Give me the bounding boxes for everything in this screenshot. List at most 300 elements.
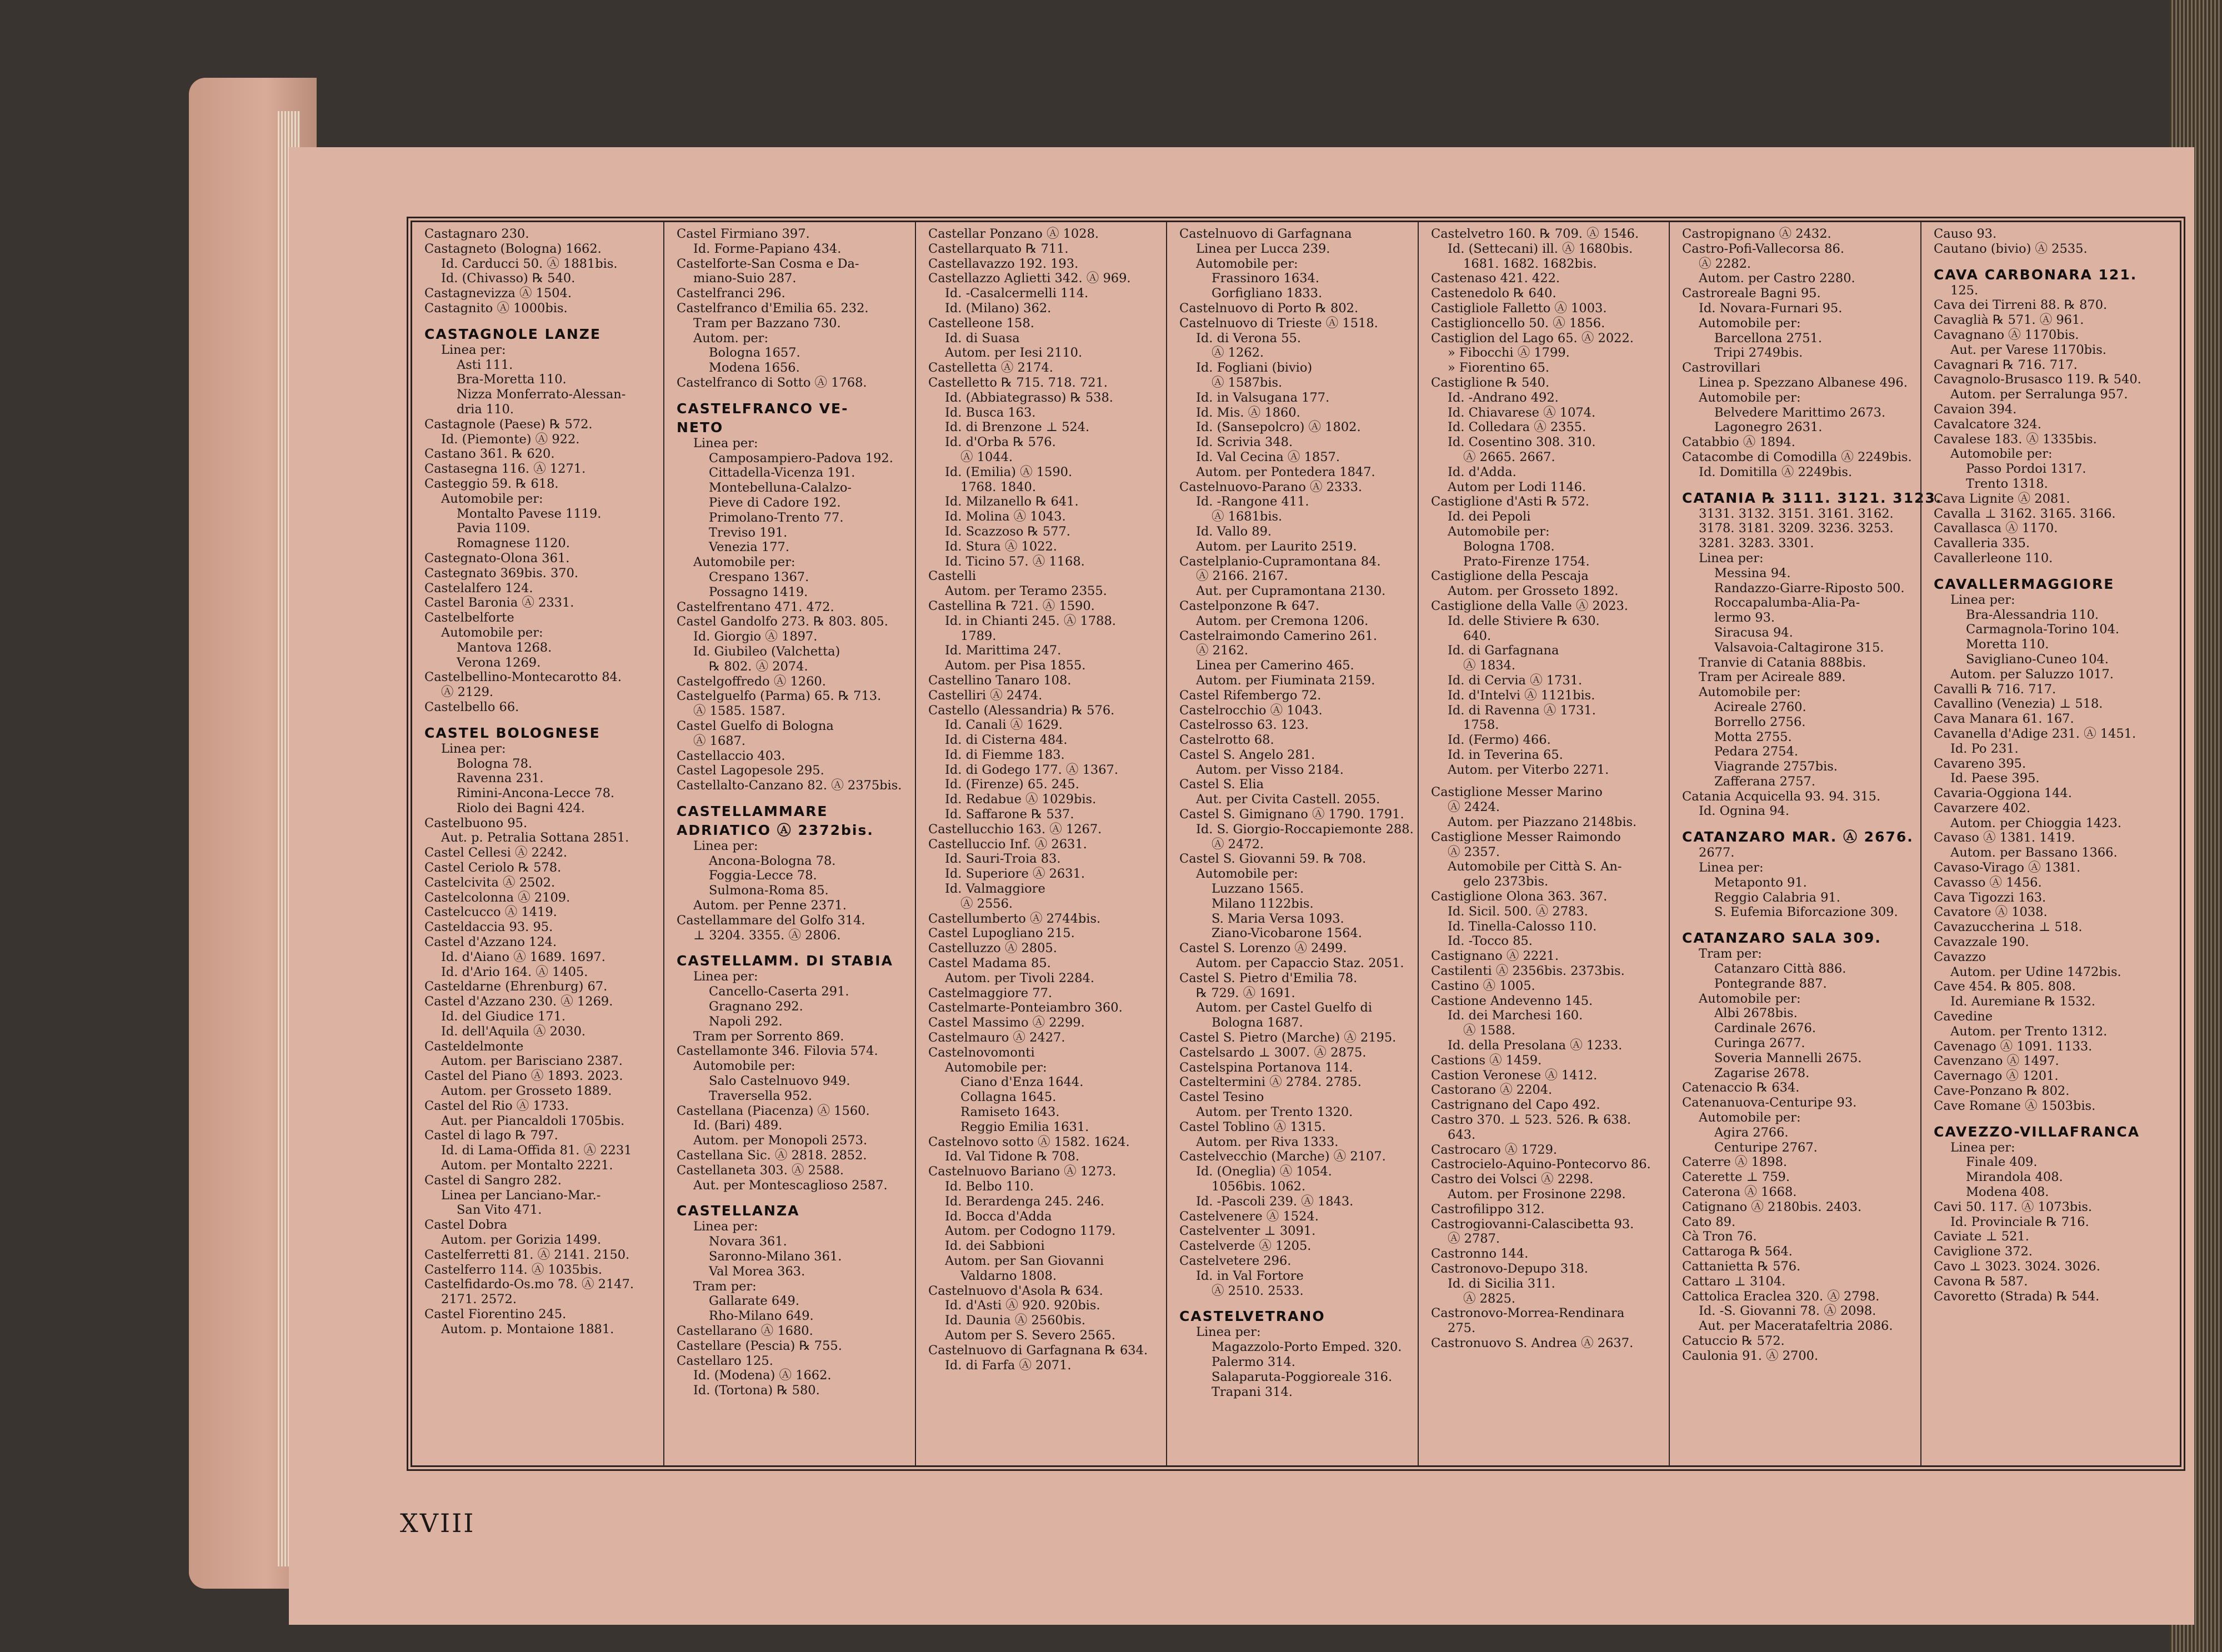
sub-entry: Automobile per:	[1699, 685, 1801, 700]
destination-entry: Moretta 110.	[1966, 637, 2049, 652]
index-entry: Castel Tesino	[1179, 1090, 1264, 1105]
index-entry: Castiglione Messer Marino	[1431, 785, 1603, 800]
sub-entry: Linea p. Spezzano Albanese 496.	[1699, 375, 1908, 390]
index-entry: Cà Tron 76.	[1682, 1229, 1757, 1244]
destination-entry: Ⓐ 2472.	[1212, 837, 1264, 852]
destination-entry: Bologna 1657.	[709, 346, 800, 361]
sub-entry: Automobile per:	[1699, 1110, 1801, 1125]
destination-entry: Gallarate 649.	[709, 1294, 799, 1309]
index-entry: Castel S. Angelo 281.	[1179, 747, 1315, 762]
index-entry: Castel S. Giovanni 59. ℞ 708.	[1179, 852, 1367, 867]
index-entry: Castelcucco Ⓐ 1419.	[424, 905, 557, 920]
sub-entry: » Fiorentino 65.	[1448, 361, 1550, 376]
sub-entry: Id. Novara-Furnari 95.	[1699, 301, 1843, 316]
sub-entry: Id. -Casalcermelli 114.	[945, 286, 1089, 301]
index-entry: Castino Ⓐ 1005.	[1431, 978, 1535, 993]
index-entry: Castelluzzo Ⓐ 2805.	[928, 941, 1057, 956]
sub-entry: Autom. per Codogno 1179.	[945, 1224, 1116, 1239]
sub-entry: Aut. per Piancaldoli 1705bis.	[441, 1113, 625, 1128]
destination-entry: Siracusa 94.	[1714, 625, 1793, 640]
sub-entry: Id. Redabue Ⓐ 1029bis.	[945, 792, 1097, 807]
destination-entry: gelo 2373bis.	[1463, 874, 1549, 889]
destination-entry: Verona 1269.	[457, 655, 541, 670]
index-entry: Castiglione della Valle Ⓐ 2023.	[1431, 598, 1628, 613]
index-entry: Castions Ⓐ 1459.	[1431, 1053, 1542, 1068]
index-entry: Castelraimondo Camerino 261.	[1179, 628, 1378, 643]
index-entry: Castelbello 66.	[424, 699, 519, 714]
destination-entry: Bra-Moretta 110.	[457, 372, 567, 387]
destination-entry: Metaponto 91.	[1714, 875, 1807, 890]
destination-entry: Acireale 2760.	[1714, 699, 1806, 714]
sub-entry: Automobile per:	[1699, 316, 1801, 331]
index-entry: Cavallino (Venezia) ⊥ 518.	[1934, 697, 2103, 712]
sub-entry: Linea per Camerino 465.	[1196, 658, 1354, 673]
index-column-4	[1166, 222, 1418, 1465]
index-entry: Catania Acquicella 93. 94. 315.	[1682, 789, 1881, 804]
destination-entry: Cancello-Caserta 291.	[709, 984, 849, 999]
destination-entry: Rimini-Ancona-Lecce 78.	[457, 786, 615, 801]
destination-entry: 1758.	[1463, 718, 1499, 733]
spacer	[1682, 480, 1914, 488]
sub-entry: Id. Saffarone ℞ 537.	[945, 807, 1074, 822]
destination-entry: Valdarno 1808.	[960, 1268, 1057, 1283]
sub-entry: Linea per:	[693, 838, 758, 853]
index-entry: Castel Dobra	[424, 1218, 508, 1233]
destination-entry: Lagonegro 2631.	[1714, 420, 1823, 435]
index-column-6	[1669, 222, 1943, 1465]
index-entry: Catenaccio ℞ 634.	[1682, 1080, 1800, 1095]
index-entry: Cavazuccherina ⊥ 518.	[1934, 920, 2083, 935]
index-entry: Castelplanio-Cupramontana 84.	[1179, 554, 1381, 569]
destination-entry: Centuripe 2767.	[1714, 1140, 1818, 1155]
destination-entry: Bra-Alessandria 110.	[1966, 607, 2099, 622]
index-entry: Castellarquato ℞ 711.	[928, 241, 1069, 256]
destination-entry: Valsavoia-Caltagirone 315.	[1714, 640, 1884, 655]
index-entry: Cavalleria 335.	[1934, 536, 2030, 551]
index-entry: Caulonia 91. Ⓐ 2700.	[1682, 1348, 1819, 1363]
index-entry: Castelnovo sotto Ⓐ 1582. 1624.	[928, 1134, 1130, 1149]
sub-entry: Id. (Settecani) ill. Ⓐ 1680bis.	[1448, 241, 1633, 256]
sub-entry: Autom per S. Severo 2565.	[945, 1328, 1115, 1343]
index-entry: Cattaroga ℞ 564.	[1682, 1244, 1793, 1259]
index-entry: Cava Tigozzi 163.	[1934, 890, 2046, 905]
sub-entry: Aut. per Varese 1170bis.	[1950, 342, 2106, 357]
sub-entry: Linea per:	[441, 741, 506, 756]
index-entry: Cavona ℞ 587.	[1934, 1274, 2028, 1289]
sub-entry: Automobile per Città S. An-	[1448, 859, 1622, 874]
destination-entry: Modena 408.	[1966, 1185, 2049, 1200]
sub-entry: Autom. per Cremona 1206.	[1196, 613, 1369, 628]
index-entry: Cavalcatore 324.	[1934, 417, 2041, 432]
sub-entry: Id. -Pascoli 239. Ⓐ 1843.	[1196, 1194, 1354, 1209]
destination-entry: Bologna 1687.	[1212, 1015, 1303, 1030]
destination-entry: Bologna 78.	[457, 756, 533, 771]
index-entry: Castilenti Ⓐ 2356bis. 2373bis.	[1431, 964, 1625, 979]
destination-entry: 1056bis. 1062.	[1212, 1179, 1306, 1194]
index-entry: Castronovo-Depupo 318.	[1431, 1261, 1588, 1276]
sub-entry: Id. S. Giorgio-Roccapiemonte 288.	[1196, 822, 1414, 837]
index-entry: Cave 454. ℞ 805. 808.	[1934, 979, 2076, 994]
sub-entry: Autom. per Grosseto 1889.	[441, 1084, 612, 1099]
sub-entry: Autom. per Pisa 1855.	[945, 658, 1086, 673]
sub-entry: Id. di Ravenna Ⓐ 1731.	[1448, 703, 1596, 718]
sub-entry: Autom. per Grosseto 1892.	[1448, 584, 1619, 599]
destination-entry: lermo 93.	[1714, 610, 1775, 625]
index-entry: Castellare (Pescia) ℞ 755.	[677, 1338, 842, 1353]
sub-entry: Id. Ticino 57. Ⓐ 1168.	[945, 554, 1085, 569]
index-entry: Castel Toblino Ⓐ 1315.	[1179, 1119, 1326, 1134]
sub-entry: Aut. per Civita Castell. 2055.	[1196, 792, 1380, 807]
index-entry: Castelnuovo Bariano Ⓐ 1273.	[928, 1164, 1117, 1179]
index-entry: Casteldelmonte	[424, 1039, 524, 1054]
spacer	[1682, 920, 1914, 928]
destination-entry: Agira 2766.	[1714, 1125, 1789, 1140]
sub-entry: Autom. per Castel Guelfo di	[1196, 1000, 1373, 1015]
destination-entry: Modena 1656.	[709, 361, 800, 376]
destination-entry: Treviso 191.	[709, 525, 788, 540]
index-entry: Cavazzale 190.	[1934, 935, 2029, 950]
index-entry: Castellucchio 163. Ⓐ 1267.	[928, 822, 1102, 837]
sub-entry: Id. Mis. Ⓐ 1860.	[1196, 405, 1300, 420]
sub-entry: Id. -Rangone 411.	[1196, 494, 1309, 509]
index-entry: Castelspina Portanova 114.	[1179, 1060, 1353, 1075]
index-entry: Castel Massimo Ⓐ 2299.	[928, 1015, 1085, 1030]
sub-entry: Id. in Teverina 65.	[1448, 747, 1563, 762]
index-entry: Cavazzo	[1934, 949, 1986, 964]
index-entry: Cavenago Ⓐ 1091. 1133.	[1934, 1039, 2093, 1054]
index-entry: Castelfrentano 471. 472.	[677, 599, 834, 614]
destination-entry: 1789.	[960, 628, 997, 643]
index-entry: Castel S. Gimignano Ⓐ 1790. 1791.	[1179, 807, 1404, 822]
sub-entry: 3178. 3181. 3209. 3236. 3253.	[1699, 521, 1894, 536]
sub-entry: Autom. per Riva 1333.	[1196, 1134, 1339, 1149]
index-table	[407, 217, 2185, 1471]
sub-entry: Id. d'Aiano Ⓐ 1689. 1697.	[441, 949, 605, 964]
index-entry: Castellaccio 403.	[677, 748, 785, 763]
sub-entry: Id. Fogliani (bivio)	[1196, 361, 1313, 376]
sub-entry: Autom. per Capaccio Staz. 2051.	[1196, 956, 1404, 971]
sub-entry: Autom. per Visso 2184.	[1196, 762, 1344, 777]
destination-entry: Zafferana 2757.	[1714, 774, 1815, 789]
index-column-5	[1418, 222, 1669, 1465]
sub-entry: Id. dei Marchesi 160.	[1448, 1008, 1583, 1023]
destination-entry: dria 110.	[457, 402, 514, 417]
sub-entry: Linea per:	[1950, 592, 2015, 607]
sub-entry: Autom. per Viterbo 2271.	[1448, 762, 1609, 777]
sub-entry: Id. -Tocco 85.	[1448, 934, 1533, 949]
index-entry: Cavanella d'Adige 231. Ⓐ 1451.	[1934, 726, 2136, 741]
sub-entry: Autom. per Trento 1320.	[1196, 1105, 1353, 1120]
sub-entry: Automobile per:	[1448, 524, 1550, 539]
destination-entry: Gragnano 292.	[709, 999, 803, 1014]
sub-entry: Id. Giubileo (Valchetta)	[693, 644, 840, 659]
sub-entry: Ⓐ 2282.	[1699, 256, 1751, 271]
sub-entry: Id. d'Ario 164. Ⓐ 1405.	[441, 964, 588, 979]
index-entry: Cavalli ℞ 716. 717.	[1934, 682, 2056, 697]
sub-entry: Id. Provinciale ℞ 716.	[1950, 1214, 2089, 1229]
sub-entry: Id. (Abbiategrasso) ℞ 538.	[945, 390, 1113, 405]
section-heading: CASTELLANZA	[677, 1203, 800, 1219]
index-entry: Castenedolo ℞ 640.	[1431, 286, 1557, 301]
destination-entry: Randazzo-Giarre-Riposto 500.	[1714, 580, 1905, 595]
destination-entry: 1768. 1840.	[960, 479, 1036, 494]
section-heading: ADRIATICO Ⓐ 2372bis.	[677, 822, 874, 838]
sub-entry: Tram per:	[693, 1279, 757, 1294]
sub-entry: Autom. per Trento 1312.	[1950, 1024, 2108, 1039]
sub-entry: Id. Bocca d'Adda	[945, 1209, 1052, 1224]
sub-entry: Autom. per Castro 2280.	[1699, 271, 1855, 286]
index-entry: Castel Rifembergo 72.	[1179, 688, 1322, 703]
index-entry: Castagnaro 230.	[424, 227, 529, 241]
destination-entry: Riolo dei Bagni 424.	[457, 800, 585, 815]
index-entry: Castagnito Ⓐ 1000bis.	[424, 301, 568, 316]
index-entry: Castiglion del Lago 65. Ⓐ 2022.	[1431, 331, 1634, 346]
destination-entry: Albi 2678bis.	[1714, 1006, 1798, 1021]
index-entry: Cattanietta ℞ 576.	[1682, 1259, 1801, 1274]
sub-entry: Id. Ognina 94.	[1699, 804, 1789, 819]
index-entry: Castel di Sangro 282.	[424, 1173, 562, 1188]
index-entry: Castel S. Elia	[1179, 777, 1264, 792]
index-entry: Cavaion 394.	[1934, 402, 2017, 417]
sub-entry: Linea per:	[693, 1219, 758, 1234]
destination-entry: S. Eufemia Biforcazione 309.	[1714, 905, 1898, 920]
index-entry: Castelmauro Ⓐ 2427.	[928, 1030, 1065, 1045]
sub-entry: Aut. p. Petralia Sottana 2851.	[441, 830, 629, 845]
index-entry: Castellalto-Canzano 82. Ⓐ 2375bis.	[677, 778, 902, 793]
spacer	[677, 1193, 908, 1200]
destination-entry: Motta 2755.	[1714, 729, 1792, 744]
index-entry: Cavagnano Ⓐ 1170bis.	[1934, 327, 2079, 342]
index-entry: Castelgoffredo Ⓐ 1260.	[677, 674, 826, 689]
sub-entry: Id. (Bari) 489.	[693, 1118, 783, 1133]
sub-entry: Id. Scazzoso ℞ 577.	[945, 524, 1070, 539]
sub-entry: Id. (Piemonte) Ⓐ 922.	[441, 432, 580, 447]
sub-entry: ℞ 729. Ⓐ 1691.	[1196, 985, 1295, 1000]
section-heading: CATANIA ℞ 3111. 3121. 3123.	[1682, 489, 1943, 506]
sub-entry: Automobile per:	[693, 1059, 795, 1074]
sub-entry: Id. Marittima 247.	[945, 643, 1062, 658]
sub-entry: Ⓐ 2166. 2167.	[1196, 569, 1288, 584]
spacer	[1934, 566, 2173, 574]
sub-entry: 125.	[1950, 283, 1979, 298]
section-heading: CASTELLAMMARE	[677, 803, 828, 819]
sub-entry: Linea per:	[1699, 550, 1764, 565]
destination-entry: Crespano 1367.	[709, 569, 809, 584]
destination-entry: Primolano-Trento 77.	[709, 510, 844, 525]
index-entry: Cava Manara 61. 167.	[1934, 712, 2074, 727]
index-entry: Cato 89.	[1682, 1214, 1736, 1229]
sub-entry: Ⓐ 1687.	[693, 733, 746, 748]
sub-entry: 2677.	[1699, 845, 1735, 860]
index-entry: Castel Lupogliano 215.	[928, 926, 1075, 941]
destination-entry: Trento 1318.	[1966, 476, 2048, 491]
destination-entry: 640.	[1463, 628, 1492, 643]
sub-entry: Id. -S. Giovanni 78. Ⓐ 2098.	[1699, 1304, 1876, 1319]
destination-entry: Cardinale 2676.	[1714, 1021, 1816, 1036]
index-entry: Castelsardo ⊥ 3007. Ⓐ 2875.	[1179, 1045, 1367, 1060]
sub-entry: Id. Carducci 50. Ⓐ 1881bis.	[441, 256, 618, 271]
index-entry: Castelfranci 296.	[677, 286, 785, 301]
index-entry: Caterette ⊥ 759.	[1682, 1170, 1790, 1185]
destination-entry: Soveria Mannelli 2675.	[1714, 1050, 1862, 1065]
index-column-7	[1920, 222, 2180, 1465]
index-entry: Castagnevizza Ⓐ 1504.	[424, 286, 572, 301]
destination-entry: Nizza Monferrato-Alessan-	[457, 387, 626, 402]
index-entry: Castelponzone ℞ 647.	[1179, 598, 1319, 613]
sub-entry: Autom. per Saluzzo 1017.	[1950, 667, 2114, 682]
sub-entry: Autom. per Penne 2371.	[693, 898, 847, 913]
destination-entry: Ⓐ 2510. 2533.	[1212, 1283, 1304, 1298]
index-entry: Castrovillari	[1682, 361, 1761, 376]
index-entry: Castelguelfo (Parma) 65. ℞ 713.	[677, 689, 882, 704]
index-entry: Castrofilippo 312.	[1431, 1202, 1545, 1217]
sub-entry: Id. (Sansepolcro) Ⓐ 1802.	[1196, 420, 1361, 435]
index-entry: Castel Fiorentino 245.	[424, 1306, 567, 1321]
sub-entry: Id. (Chivasso) ℞ 540.	[441, 271, 575, 286]
destination-entry: Ravenna 231.	[457, 771, 544, 786]
index-entry: Castelnuovo di Garfagnana ℞ 634.	[928, 1343, 1148, 1358]
index-entry: Castelmarte-Ponteiambro 360.	[928, 1000, 1123, 1015]
spacer	[677, 793, 908, 801]
sub-entry: Id. Daunia Ⓐ 2560bis.	[945, 1313, 1086, 1328]
index-entry: Cavallasca Ⓐ 1170.	[1934, 521, 2058, 536]
index-entry: Castano 361. ℞ 620.	[424, 447, 555, 462]
index-entry: Castel Cellesi Ⓐ 2242.	[424, 845, 568, 860]
destination-entry: Belvedere Marittimo 2673.	[1714, 405, 1886, 420]
index-entry: Castellarano Ⓐ 1680.	[677, 1324, 813, 1338]
sub-entry: Linea per:	[693, 969, 758, 984]
index-entry: Castel Madama 85.	[928, 956, 1051, 971]
destination-entry: Val Morea 363.	[709, 1264, 805, 1279]
sub-entry: Autom. per San Giovanni	[945, 1253, 1104, 1268]
destination-entry: Ⓐ 2556.	[960, 896, 1013, 911]
index-entry: Castelvetere 296.	[1179, 1253, 1292, 1268]
destination-entry: Borrello 2756.	[1714, 714, 1806, 729]
section-heading: CATANZARO SALA 309.	[1682, 930, 1881, 947]
sub-entry: Id. Val Cecina Ⓐ 1857.	[1196, 449, 1340, 464]
sub-entry: Autom. p. Montaione 1881.	[441, 1321, 614, 1336]
sub-entry: Id. Berardenga 245. 246.	[945, 1194, 1104, 1209]
sub-entry: Autom. per Montalto 2221.	[441, 1158, 613, 1173]
destination-entry: Zagarise 2678.	[1714, 1065, 1810, 1080]
index-entry: Castellino Tanaro 108.	[928, 673, 1072, 688]
destination-entry: Roccapalumba-Alia-Pa-	[1714, 595, 1860, 610]
index-entry: Castiglione d'Asti ℞ 572.	[1431, 494, 1589, 509]
index-entry: Cavatore Ⓐ 1038.	[1934, 905, 2048, 920]
sub-entry: Linea per:	[441, 342, 506, 357]
destination-entry: Cittadella-Vicenza 191.	[709, 465, 855, 480]
index-entry: Castro 370. ⊥ 523. 526. ℞ 638.	[1431, 1113, 1632, 1128]
index-entry: Castagnole (Paese) ℞ 572.	[424, 417, 593, 432]
index-entry: Castel Gandolfo 273. ℞ 803. 805.	[677, 614, 888, 629]
sub-entry: Id. Molina Ⓐ 1043.	[945, 509, 1066, 524]
destination-entry: Catanzaro Città 886.	[1714, 962, 1846, 977]
index-entry: Castellana (Piacenza) Ⓐ 1560.	[677, 1103, 870, 1118]
index-entry: Castion Veronese Ⓐ 1412.	[1431, 1068, 1598, 1083]
destination-entry: Ⓐ 2665. 2667.	[1463, 449, 1555, 464]
index-entry: Castelrocchio Ⓐ 1043.	[1179, 703, 1323, 718]
sub-entry: Aut. per Cupramontana 2130.	[1196, 584, 1386, 599]
index-entry: Castelnuovo d'Asola ℞ 634.	[928, 1283, 1103, 1298]
index-entry: Castronovo-Morrea-Rendinara	[1431, 1306, 1625, 1321]
destination-entry: Ⓐ 1588.	[1463, 1023, 1516, 1038]
sub-entry: Autom. per Barisciano 2387.	[441, 1054, 623, 1069]
sub-entry: ⊥ 3204. 3355. Ⓐ 2806.	[693, 928, 841, 943]
index-entry: Catacombe di Comodilla Ⓐ 2249bis.	[1682, 449, 1912, 464]
index-entry: Castiglione della Pescaja	[1431, 569, 1589, 584]
sub-entry: Id. Paese 395.	[1950, 771, 2040, 786]
index-entry: Cattolica Eraclea 320. Ⓐ 2798.	[1682, 1289, 1880, 1304]
index-entry: Castello (Alessandria) ℞ 576.	[928, 703, 1115, 718]
sub-entry: Id. Milzanello ℞ 641.	[945, 494, 1079, 509]
destination-entry: Mirandola 408.	[1966, 1170, 2063, 1185]
index-entry: Castiglione Olona 363. 367.	[1431, 889, 1608, 904]
index-entry: Castro dei Volsci Ⓐ 2298.	[1431, 1172, 1594, 1187]
sub-entry: Id. dell'Aquila Ⓐ 2030.	[441, 1024, 586, 1039]
index-entry: Castelbellino-Montecarotto 84.	[424, 670, 622, 685]
sub-entry: Linea per Lucca 239.	[1196, 241, 1330, 256]
spacer	[1934, 257, 2173, 264]
destination-entry: Montebelluna-Calalzo-	[709, 480, 852, 495]
sub-entry: Linea per:	[693, 435, 758, 450]
sub-entry: Aut. per Maceratafeltria 2086.	[1699, 1319, 1893, 1334]
sub-entry: Id. in Valsugana 177.	[1196, 390, 1330, 405]
sub-entry: Id. Scrivia 348.	[1196, 435, 1293, 450]
sub-entry: Tranvie di Catania 888bis.	[1699, 655, 1866, 670]
index-entry: Caterre Ⓐ 1898.	[1682, 1155, 1788, 1170]
index-entry: Castropignano Ⓐ 2432.	[1682, 227, 1831, 241]
sub-entry: Id. di Fiemme 183.	[945, 747, 1065, 762]
sub-entry: Autom. per Frosinone 2298.	[1448, 1187, 1626, 1202]
index-entry: Catignano Ⓐ 2180bis. 2403.	[1682, 1199, 1862, 1214]
section-heading: NETO	[677, 419, 724, 435]
sub-entry: 643.	[1448, 1127, 1476, 1142]
sub-entry: Id. Superiore Ⓐ 2631.	[945, 867, 1085, 882]
index-entry: Castelforte-San Cosma e Da-	[677, 256, 859, 271]
index-entry: Cattaro ⊥ 3104.	[1682, 1274, 1786, 1289]
index-entry: Castione Andevenno 145.	[1431, 993, 1593, 1008]
sub-entry: Autom. per Gorizia 1499.	[441, 1233, 602, 1247]
destination-entry: Mantova 1268.	[457, 640, 552, 655]
sub-entry: Id. di Farfa Ⓐ 2071.	[945, 1358, 1072, 1373]
sub-entry: Id. (Oneglia) Ⓐ 1054.	[1196, 1164, 1332, 1179]
index-entry: Castignano Ⓐ 2221.	[1431, 949, 1559, 964]
sub-entry: Id. Colledara Ⓐ 2355.	[1448, 420, 1587, 435]
index-entry: Cavoretto (Strada) ℞ 544.	[1934, 1289, 2100, 1304]
sub-entry: Id. di Cervia Ⓐ 1731.	[1448, 673, 1583, 688]
index-entry: Castelbuono 95.	[424, 815, 528, 830]
sub-entry: 2171. 2572.	[441, 1292, 517, 1307]
index-entry: Cavedine	[1934, 1009, 1993, 1024]
sub-entry: Ⓐ 2787.	[1448, 1232, 1500, 1246]
index-entry: Castel Firmiano 397.	[677, 227, 810, 241]
destination-entry: Magazzolo-Porto Emped. 320.	[1212, 1340, 1402, 1355]
sub-entry: Id. Belbo 110.	[945, 1179, 1034, 1194]
index-entry: Castelfidardo-Os.mo 78. Ⓐ 2147.	[424, 1277, 634, 1292]
index-entry: Cava dei Tirreni 88. ℞ 870.	[1934, 298, 2108, 313]
index-entry: Castelluccio Inf. Ⓐ 2631.	[928, 837, 1087, 852]
index-entry: Castasegna 116. Ⓐ 1271.	[424, 462, 586, 477]
index-entry: Castel Ceriolo ℞ 578.	[424, 860, 562, 875]
sub-entry: Linea per:	[1699, 860, 1764, 875]
sub-entry: 275.	[1448, 1321, 1476, 1336]
index-entry: Castelbelforte	[424, 610, 514, 625]
index-entry: Cavaria-Oggiona 144.	[1934, 786, 2072, 801]
index-entry: Cavaso-Virago Ⓐ 1381.	[1934, 860, 2081, 875]
destination-entry: Milano 1122bis.	[1212, 896, 1314, 911]
destination-entry: Barcellona 2751.	[1714, 331, 1823, 346]
spacer	[677, 943, 908, 950]
